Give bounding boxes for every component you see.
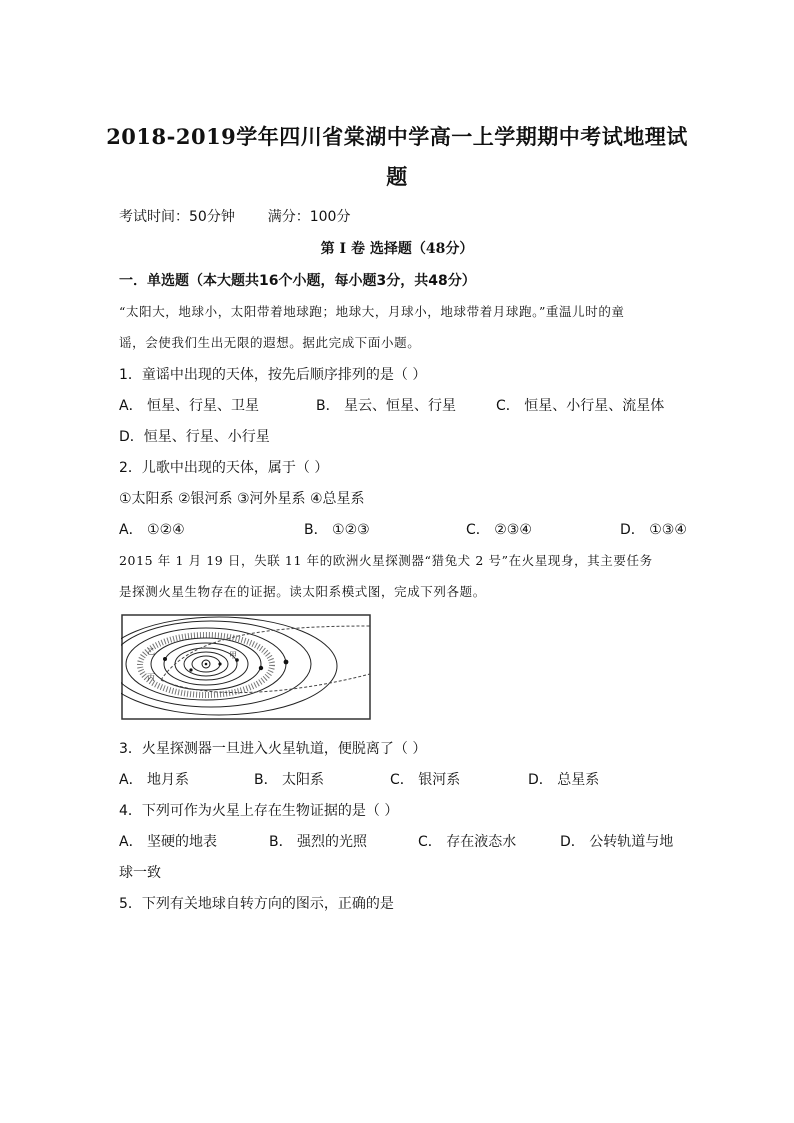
question-4-option-a: A． 坚硬的地表 [119, 834, 218, 850]
intro-1-line-2: 谣，会使我们生出无限的遐想。据此完成下面小题。 [119, 335, 421, 350]
question-2-items: ①太阳系 ②银河系 ③河外星系 ④总星系 [119, 491, 365, 507]
section-heading: 第 I 卷 选择题（48分） [320, 241, 474, 257]
question-1-option-b: B． 星云、恒星、行星 [316, 398, 457, 414]
intro-2-line-2: 是探测火星生物存在的证据。读太阳系模式图，完成下列各题。 [119, 584, 486, 599]
figure-frame [122, 615, 370, 719]
solar-system-diagram [121, 614, 371, 720]
label-bing: 丙 [147, 673, 155, 682]
intro-2-line-1: 2015 年 1 月 19 日，失联 11 年的欧洲火星探测器“猎兔犬 2 号”在火星现身，其主要任务 [119, 553, 653, 568]
question-4-option-d-continued: 球一致 [119, 865, 161, 881]
planet-dot [259, 666, 263, 670]
question-2-option-b: B． ①②③ [304, 522, 370, 538]
question-1-option-c: C． 恒星、小行星、流星体 [496, 398, 665, 414]
planet-dot [284, 660, 289, 665]
question-2-option-a: A． ①②④ [119, 522, 185, 538]
question-1-option-d: D．恒星、行星、小行星 [119, 429, 270, 445]
question-4-option-c: C． 存在液态水 [418, 834, 517, 850]
question-3-option-c: C． 银河系 [390, 772, 461, 788]
question-1-stem: 1．童谣中出现的天体，按先后顺序排列的是（ ） [119, 367, 427, 383]
question-4-option-d: D． 公转轨道与地 [560, 834, 674, 850]
question-3-option-b: B． 太阳系 [254, 772, 325, 788]
label-yi: 乙 [147, 647, 155, 656]
question-5-stem: 5．下列有关地球自转方向的图示，正确的是 [119, 896, 394, 912]
planet-dot [163, 657, 167, 661]
label-jia: 甲 [229, 651, 237, 660]
exam-title-line-1: 2018-2019学年四川省棠湖中学高一上学期期中考试地理试 [106, 124, 688, 149]
exam-title-line-2: 题 [386, 164, 408, 189]
question-2-option-d: D． ①③④ [620, 522, 687, 538]
question-2-stem: 2．儿歌中出现的天体，属于（ ） [119, 460, 329, 476]
question-4-stem: 4．下列可作为火星上存在生物证据的是（ ） [119, 803, 399, 819]
planet-dot [218, 662, 221, 665]
question-4-option-b: B． 强烈的光照 [269, 834, 368, 850]
part-heading: 一．单选题（本大题共16个小题，每小题3分，共48分） [119, 273, 476, 289]
intro-1-line-1: “太阳大，地球小，太阳带着地球跑；地球大，月球小，地球带着月球跑。”重温儿时的童 [119, 304, 625, 319]
question-1-option-a: A． 恒星、行星、卫星 [119, 398, 260, 414]
question-3-stem: 3．火星探测器一旦进入火星轨道，便脱离了（ ） [119, 741, 427, 757]
question-3-option-a: A． 地月系 [119, 772, 190, 788]
exam-info [119, 206, 350, 226]
question-3-option-d: D． 总星系 [528, 772, 600, 788]
exam-time: 考试时间：50分钟 [119, 209, 235, 225]
full-score: 满分：100分 [267, 209, 351, 225]
planet-dot [189, 668, 192, 671]
question-2-option-c: C． ②③④ [466, 522, 532, 538]
